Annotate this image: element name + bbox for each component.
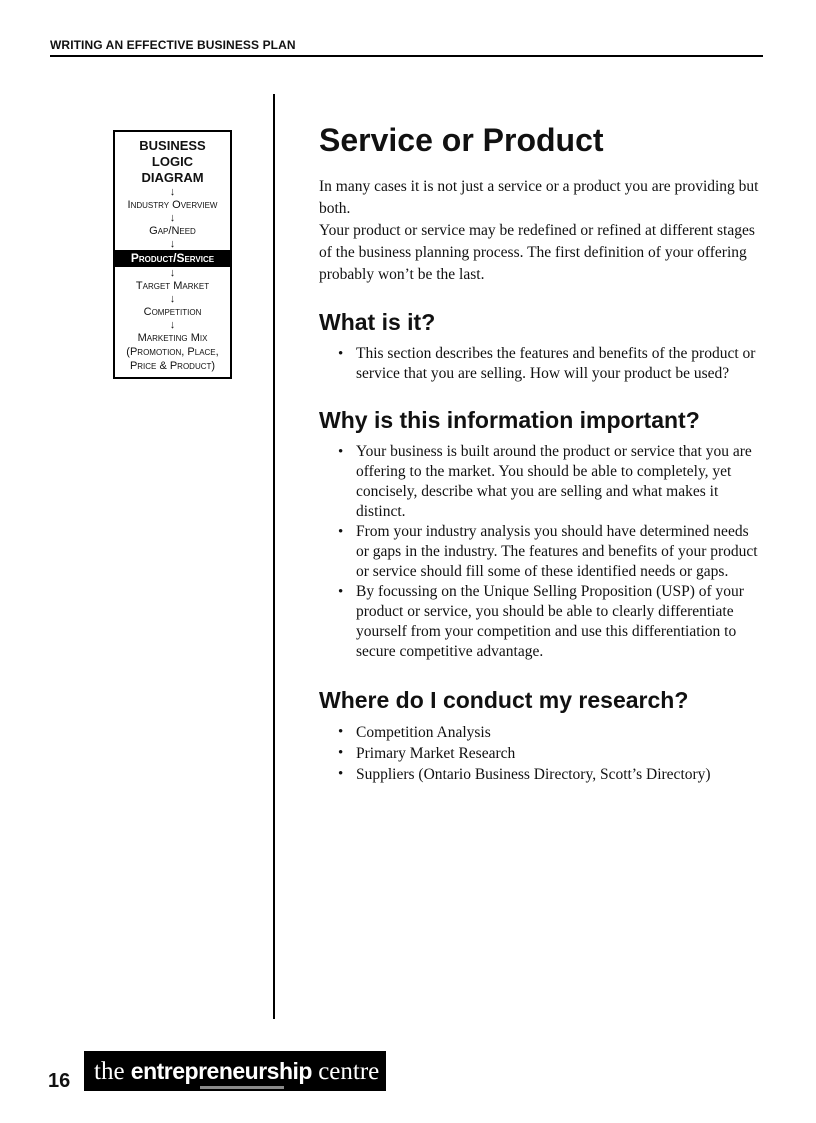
diagram-step-industry-overview: Industry Overview (127, 199, 218, 211)
section-heading: Where do I conduct my research? (319, 687, 689, 713)
page-title: Service or Product (319, 122, 604, 158)
diagram-step-target-market: Target Market (135, 280, 210, 292)
list-item: • Suppliers (Ontario Business Directory, Scott’s Directory) (356, 764, 759, 785)
main-content (319, 120, 759, 785)
list-item: • This section describes the features and benefits of the product or service that you are selling. How will your product be used? (356, 344, 759, 384)
vertical-divider (273, 94, 275, 1019)
list-item: • By focussing on the Unique Selling Proposition (USP) of your product or service, you should be able to clearly differentiate yourself from your competition and use this differentiation to secure competitive advantage. (356, 582, 759, 662)
diagram-title-line1: BUSINESS LOGIC (139, 138, 206, 169)
intro-paragraph-2: Your product or service may be redefined or refined at different stages of the business planning process. The first definition of your offering probably won’t be the last. (319, 222, 755, 283)
logo-text-entrepreneurship: entrepreneurship (130, 1058, 312, 1084)
section-why-important (319, 406, 759, 662)
entrepreneurship-centre-logo (84, 1051, 386, 1091)
diagram-step-marketing-mix: Marketing Mix (137, 332, 208, 344)
bullet-list (319, 722, 759, 785)
down-arrow-icon: ↓ (169, 238, 176, 250)
diagram-step-marketing-mix-detail-1: (Promotion, Place, (126, 346, 219, 358)
logo-text-centre: centre (318, 1058, 380, 1085)
section-what-is-it (319, 308, 759, 384)
intro-paragraph-1: In many cases it is not just a service or a product you are providing but both. (319, 178, 759, 217)
diagram-step-marketing-mix-detail-2: Price & Product) (129, 360, 216, 372)
down-arrow-icon: ↓ (169, 319, 176, 331)
page-number: 16 (48, 1070, 71, 1092)
diagram-step-competition: Competition (143, 306, 202, 318)
diagram-step-gap-need: Gap/Need (149, 225, 196, 237)
running-header: WRITING AN EFFECTIVE BUSINESS PLAN (50, 38, 763, 57)
business-logic-diagram (113, 130, 232, 379)
list-item: • Competition Analysis (356, 722, 759, 743)
section-heading: Why is this information important? (319, 407, 700, 433)
down-arrow-icon: ↓ (169, 212, 176, 224)
down-arrow-icon: ↓ (169, 293, 176, 305)
section-where-research (319, 686, 759, 785)
down-arrow-icon: ↓ (169, 186, 176, 198)
down-arrow-icon: ↓ (169, 267, 176, 279)
section-heading: What is it? (319, 309, 436, 335)
logo-text-the: the (94, 1058, 125, 1085)
bullet-list (319, 344, 759, 384)
list-item: • Your business is built around the product or service that you are offering to the market. You should be able to completely, yet concisely, describe what you are selling and what makes it distinct. (356, 442, 759, 522)
bullet-list (319, 442, 759, 662)
logo-stripe (200, 1086, 284, 1089)
diagram-step-product-service-current: Product/Service (115, 250, 230, 267)
list-item: • From your industry analysis you should have determined needs or gaps in the industry. The features and benefits of your product or service should fill some of these identified needs or gaps. (356, 522, 759, 582)
list-item: • Primary Market Research (356, 743, 759, 764)
diagram-title-line2: DIAGRAM (141, 170, 204, 185)
